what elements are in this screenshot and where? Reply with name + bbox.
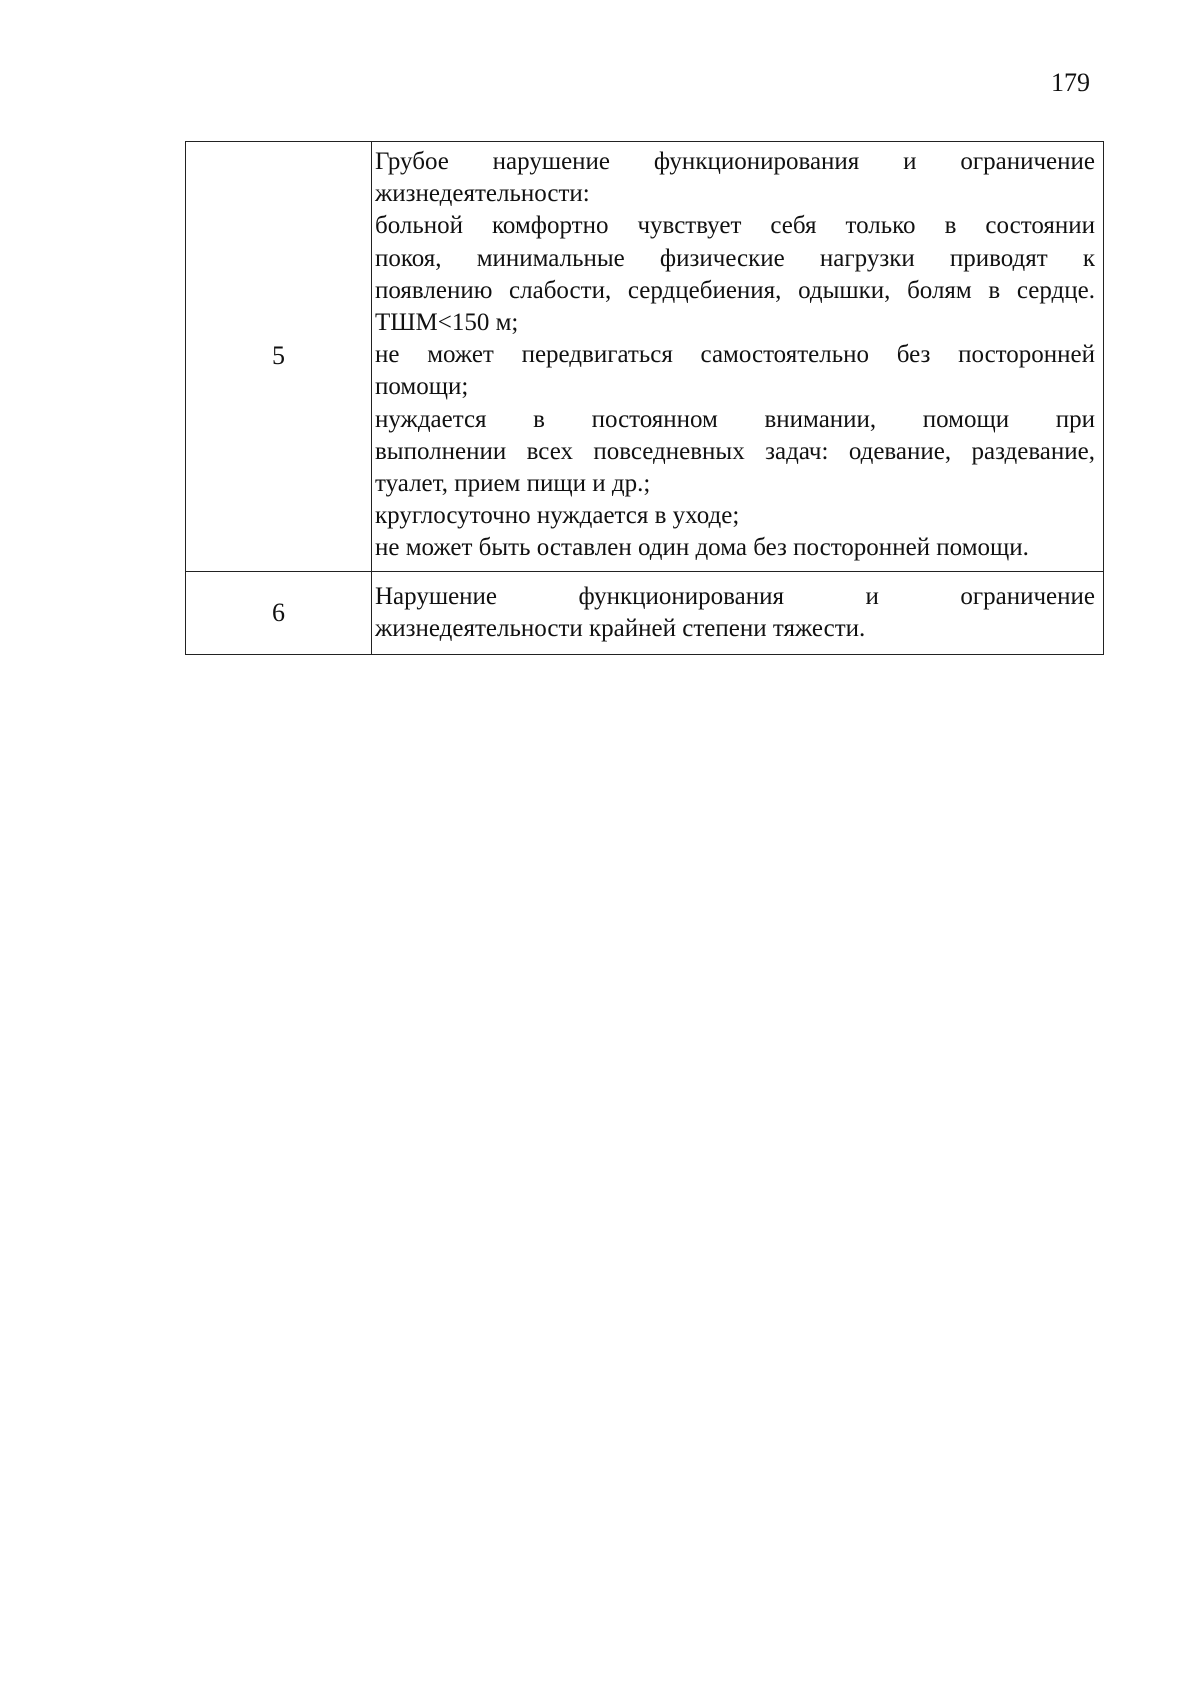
- severity-description-cell: [372, 571, 1104, 654]
- description-line: Грубое нарушение функционирования и ограничение: [375, 148, 1095, 175]
- description-line: покоя, минимальные физические нагрузки приводят к: [375, 244, 1095, 272]
- description-line: Нарушение функционирования и ограничение: [375, 582, 1095, 610]
- description-line: жизнедеятельности крайней степени тяжести.: [375, 614, 866, 642]
- description-line: выполнении всех повседневных задач: одевание, раздевание,: [375, 437, 1095, 465]
- description-line: туалет, прием пищи и др.;: [375, 470, 651, 498]
- description-line: нуждается в постоянном внимании, помощи при: [375, 405, 1095, 433]
- severity-table: [185, 141, 1104, 655]
- severity-grade-cell: 6: [186, 571, 372, 654]
- description-line: ТШМ<150 м;: [375, 309, 519, 337]
- table-row: [186, 571, 1104, 654]
- description-line: помощи;: [375, 373, 469, 401]
- severity-description-cell: [372, 142, 1104, 572]
- severity-grade-cell: 5: [186, 142, 372, 572]
- description-line: больной комфортно чувствует себя только в состоянии: [375, 212, 1095, 240]
- description-line: не может быть оставлен один дома без посторонней помощи.: [375, 534, 1029, 562]
- table-row: [186, 142, 1104, 572]
- description-line: круглосуточно нуждается в уходе;: [375, 502, 740, 530]
- description-line: не может передвигаться самостоятельно без посторонней: [375, 341, 1095, 369]
- description-line: жизнедеятельности:: [375, 180, 590, 208]
- description-line: появлению слабости, сердцебиения, одышки, болям в сердце.: [375, 276, 1095, 304]
- page-number: 179: [1051, 68, 1090, 97]
